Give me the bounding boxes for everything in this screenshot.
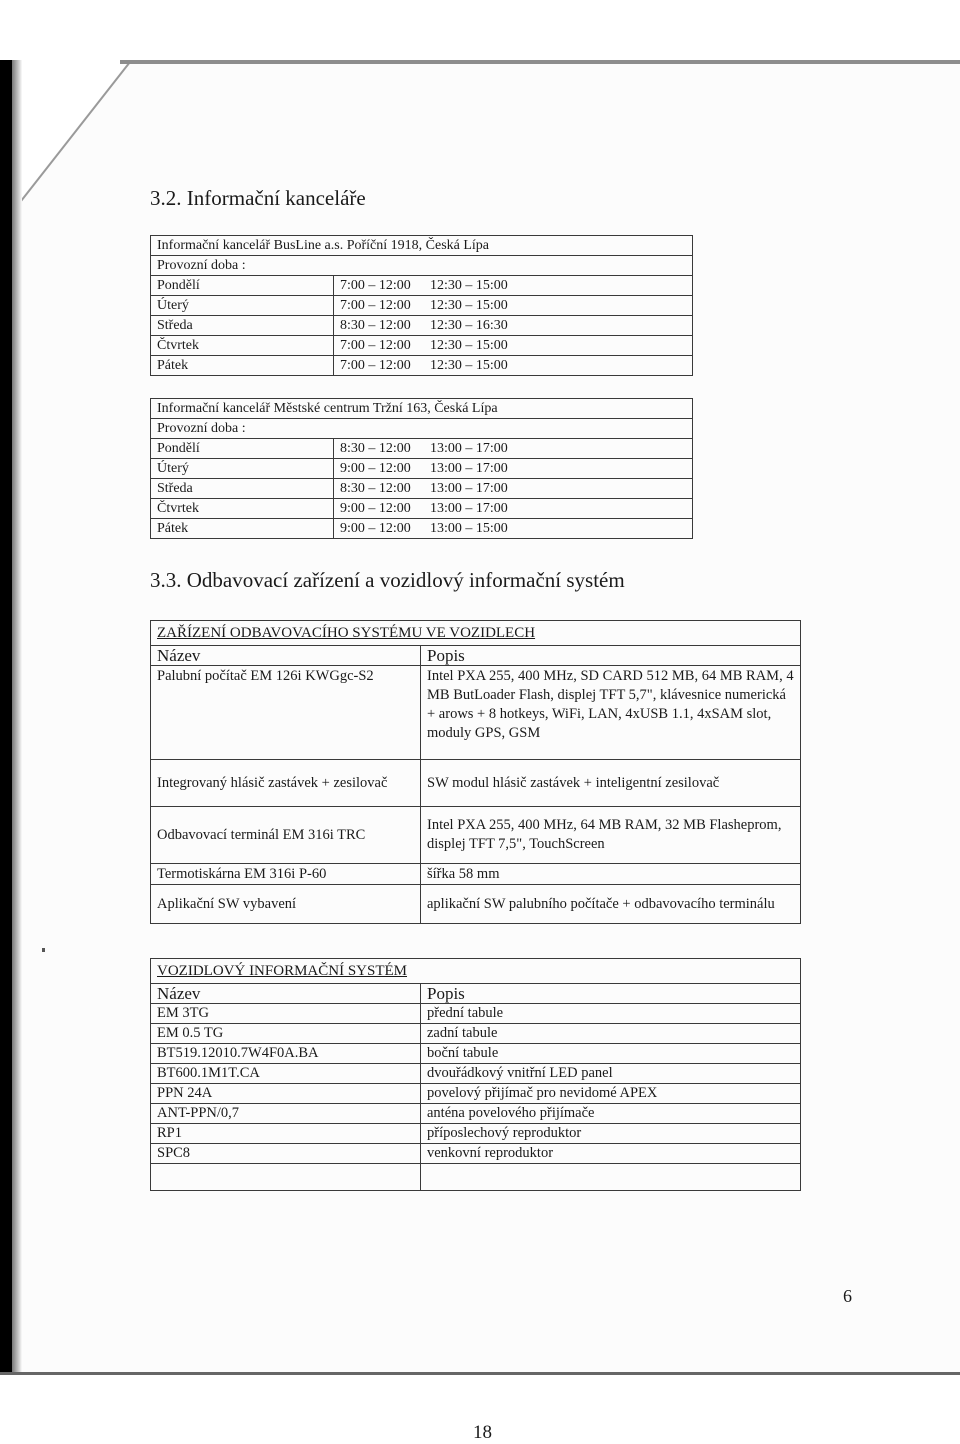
scan-top-edge [120,60,960,64]
pm-cell: 13:00 – 15:00 [424,519,693,539]
table-row [151,984,801,1004]
desc-cell: SW modul hlásič zastávek + inteligentní zesilovač [421,760,801,807]
table-row [151,1104,801,1124]
col-name-header: Název [151,984,421,1004]
section-33-heading: 3.3. Odbavovací zařízení a vozidlový informační systém [150,568,625,592]
am-cell: 8:30 – 12:00 [334,316,425,336]
desc-cell: boční tabule [421,1044,801,1064]
day-cell: Úterý [151,459,334,479]
desc-cell: Intel PXA 255, 400 MHz, 64 MB RAM, 32 MB Flasheprom, displej TFT 7,5", TouchScreen [421,807,801,864]
day-cell: Pondělí [151,276,334,296]
table-row [151,1024,801,1044]
table-row [151,1144,801,1164]
desc-cell: aplikační SW palubního počítače + odbavovacího terminálu [421,885,801,924]
am-cell: 9:00 – 12:00 [334,499,425,519]
name-cell: RP1 [151,1124,421,1144]
pm-cell: 12:30 – 16:30 [424,316,693,336]
scan-left-shadow [12,60,22,1374]
am-cell: 9:00 – 12:00 [334,459,425,479]
desc-cell: příposlechový reproduktor [421,1124,801,1144]
table-row [151,959,801,984]
am-cell: 8:30 – 12:00 [334,439,425,459]
vehicle-title: VOZIDLOVÝ INFORMAČNÍ SYSTÉM [157,962,408,979]
empty-cell [151,1164,421,1191]
day-cell: Pátek [151,519,334,539]
office2-title: Informační kancelář Městské centrum Tržní 163, Česká Lípa [151,399,693,419]
pm-cell: 12:30 – 15:00 [424,356,693,376]
office1-hours-label: Provozní doba : [151,256,693,276]
day-cell: Pondělí [151,439,334,459]
am-cell: 7:00 – 12:00 [334,296,425,316]
table-row [151,1164,801,1191]
desc-cell: zadní tabule [421,1024,801,1044]
col-desc-header: Popis [421,646,801,666]
name-cell: Termotiskárna EM 316i P-60 [151,864,421,885]
scan-bottom-edge [0,1372,960,1375]
name-cell: EM 3TG [151,1004,421,1024]
name-cell: Palubní počítač EM 126i KWGgc-S2 [151,666,421,760]
table-row [151,885,801,924]
col-name-header: Název [151,646,421,666]
am-cell: 7:00 – 12:00 [334,356,425,376]
paper-page-number: 6 [843,1286,852,1306]
table-row [151,1084,801,1104]
section-32-heading: 3.2. Informační kanceláře [150,186,366,210]
table-row [151,666,801,760]
office2-hours-table [150,398,693,539]
empty-cell [421,1164,801,1191]
table-row [151,1004,801,1024]
am-cell: 8:30 – 12:00 [334,479,425,499]
name-cell: Integrovaný hlásič zastávek + zesilovač [151,760,421,807]
name-cell: PPN 24A [151,1084,421,1104]
table-row [151,646,801,666]
table-row [151,419,693,439]
table-row [151,499,693,519]
name-cell: BT600.1M1T.CA [151,1064,421,1084]
table-row [151,1044,801,1064]
table-row [151,479,693,499]
table-row [151,760,801,807]
desc-cell: přední tabule [421,1004,801,1024]
name-cell: EM 0.5 TG [151,1024,421,1044]
table-row [151,336,693,356]
col-desc-header: Popis [421,984,801,1004]
name-cell: SPC8 [151,1144,421,1164]
table-row [151,276,693,296]
equipment-table [150,620,801,924]
day-cell: Středa [151,316,334,336]
table-row [151,296,693,316]
vehicle-info-table [150,958,801,1191]
table-row [151,1124,801,1144]
pm-cell: 13:00 – 17:00 [424,479,693,499]
desc-cell: šířka 58 mm [421,864,801,885]
table-row [151,807,801,864]
table-row [151,356,693,376]
desc-cell: venkovní reproduktor [421,1144,801,1164]
name-cell: Aplikační SW vybavení [151,885,421,924]
day-cell: Čtvrtek [151,499,334,519]
table-row [151,439,693,459]
desc-cell: Intel PXA 255, 400 MHz, SD CARD 512 MB, 64 MB RAM, 4 MB ButLoader Flash, displej TFT 5,7", klávesnice numerická + arows + 8 hotkeys, WiFi, LAN, 4xUSB 1.1, 4xSAM slot, moduly GPS, GSM [421,666,801,760]
day-cell: Pátek [151,356,334,376]
name-cell: Odbavovací terminál EM 316i TRC [151,807,421,864]
pdf-page-number: 18 [473,1422,492,1443]
name-cell: BT519.12010.7W4F0A.BA [151,1044,421,1064]
table-row [151,621,801,646]
table-row [151,316,693,336]
table-row [151,1064,801,1084]
day-cell: Čtvrtek [151,336,334,356]
desc-cell: povelový přijímač pro nevidomé APEX [421,1084,801,1104]
office1-title: Informační kancelář BusLine a.s. Poříční 1918, Česká Lípa [151,236,693,256]
scan-speck [42,948,45,952]
equipment-title: ZAŘÍZENÍ ODBAVOVACÍHO SYSTÉMU VE VOZIDLECH [157,624,536,641]
pm-cell: 12:30 – 15:00 [424,336,693,356]
office2-hours-label: Provozní doba : [151,419,693,439]
pm-cell: 13:00 – 17:00 [424,459,693,479]
table-row [151,236,693,256]
table-row [151,459,693,479]
equipment-title-cell [151,621,801,646]
day-cell: Úterý [151,296,334,316]
desc-cell: anténa povelového přijímače [421,1104,801,1124]
table-row [151,864,801,885]
pm-cell: 13:00 – 17:00 [424,439,693,459]
day-cell: Středa [151,479,334,499]
table-row [151,256,693,276]
am-cell: 7:00 – 12:00 [334,336,425,356]
office1-hours-table [150,235,693,376]
am-cell: 9:00 – 12:00 [334,519,425,539]
scan-left-edge [0,60,12,1374]
pm-cell: 12:30 – 15:00 [424,296,693,316]
desc-cell: dvouřádkový vnitřní LED panel [421,1064,801,1084]
pm-cell: 12:30 – 15:00 [424,276,693,296]
table-row [151,519,693,539]
vehicle-title-cell [151,959,801,984]
pm-cell: 13:00 – 17:00 [424,499,693,519]
name-cell: ANT-PPN/0,7 [151,1104,421,1124]
table-row [151,399,693,419]
am-cell: 7:00 – 12:00 [334,276,425,296]
